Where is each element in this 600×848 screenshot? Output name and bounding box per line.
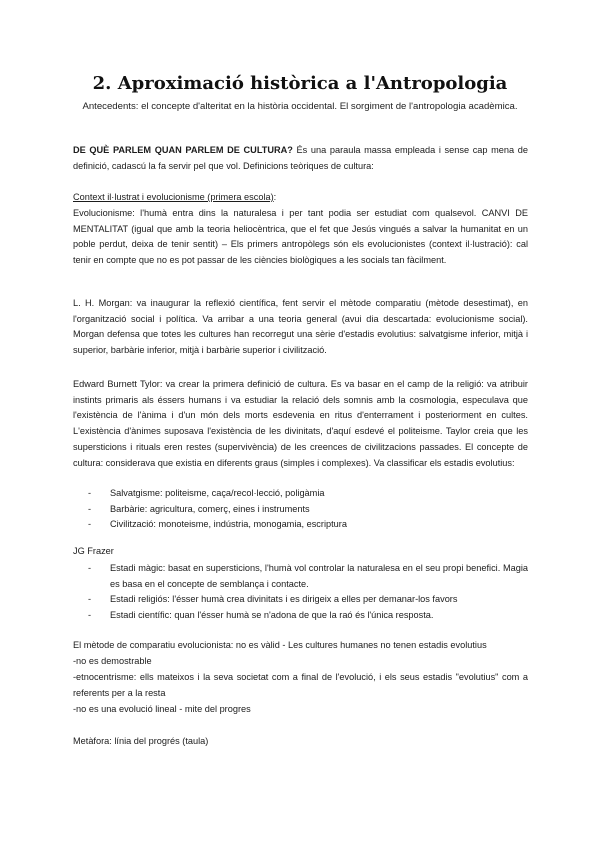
method-line: El mètode de comparatiu evolucionista: no es vàlid - Les cultures humanes no tenen estadis evolutius: [73, 640, 487, 650]
context-heading-line: [73, 190, 528, 206]
bullet-dash: -: [88, 519, 92, 530]
page-title: 2. Aproximació històrica a l'Antropologia: [92, 73, 508, 94]
bullet-dash: -: [88, 563, 92, 573]
metaphor-line: Metàfora: línia del progrés (taula): [73, 736, 209, 746]
intro-heading: DE QUÈ PARLEM QUAN PARLEM DE CULTURA?: [73, 145, 293, 155]
list-item: [88, 592, 528, 608]
tylor-paragraph: Edward Burnett Tylor: va crear la primera definició de cultura. Es va basar en el camp de la religió: va atribuir instints primaris als éssers humans i va estudiar la relació dels somnis amb la cosmologia, especulava que l'existència de l'ànima i d'un món dels morts esdevenia en ritus d'enterrament i posteriorment en cultes. L'existència d'ànimes suposava l'existència de les divinitats, d'aquí esdevé el politeisme. Taylor creia que les supersticions i rituals eren restes (supervivència) de les creences de civilitzacions passades. El concepte de cultura: considerava que existia en diferents graus (simples i complexes). Va classificar els estadis evolutius:: [73, 379, 528, 468]
method-line: -etnocentrisme: ells mateixos i la seva societat com a final de l'evolució, i els seus estadis "evolutius" com a referents per a la resta: [73, 672, 528, 698]
intro-paragraph: [73, 143, 528, 174]
list-item: [88, 561, 528, 592]
bullet-dash: -: [88, 488, 92, 498]
list-item: [88, 502, 528, 518]
list-item-text: Civilització: monoteisme, indústria, monogamia, escriptura: [110, 519, 347, 530]
method-line: -no es una evolució lineal - mite del progres: [73, 704, 251, 714]
bullet-dash: -: [88, 503, 92, 514]
frazer-heading: JG Frazer: [73, 546, 114, 556]
tylor-stages-list: [88, 486, 528, 533]
bullet-dash: -: [88, 610, 92, 621]
context-heading-suffix: :: [273, 192, 277, 202]
frazer-stages-list: [88, 561, 528, 624]
morgan-paragraph: L. H. Morgan: va inaugurar la reflexió científica, fent servir el mètode comparatiu (mètode desestimat), en l'organització social i política. Va arribar a una teoria general (avui dia descartada: evolucionisme social). Morgan defensa que totes les cultures han recorregut una sèrie d'estadis evolutius: salvatgisme inferior, mitjà i superior, barbàrie inferior, mitjà i barbàrie superior i civilització.: [73, 298, 528, 356]
list-item-text: Salvatgisme: politeisme, caça/recol·lecció, poligàmia: [110, 488, 325, 498]
list-item: [88, 486, 528, 502]
list-item-text: Estadi científic: quan l'ésser humà se n'adona de que la raó és l'única resposta.: [110, 610, 434, 621]
list-item-text: Estadi màgic: basat en supersticions, l'humà vol controlar la naturalesa en el seu propi benefici. Magia es basa en el concepte de semblança i contacte.: [110, 563, 528, 589]
intro-text: És una paraula massa empleada i sense cap mena de definició, cadascú la fa servir pel que vol. Definicions teòriques de cultura:: [73, 145, 528, 171]
method-line: -no es demostrable: [73, 656, 152, 666]
page-subtitle: Antecedents: el concepte d'alteritat en la història occidental. El sorgiment de l'antropologia acadèmica.: [82, 101, 518, 112]
context-paragraph: Evolucionisme: l'humà entra dins la naturalesa i per tant podia ser estudiat com qualsevol. CANVI DE MENTALITAT (igual que amb la teoria heliocèntrica, que el fet que Jesús vingués a salvar la humanitat en un poble perdut, deixa de tenir sentit) – Els primers antropòlegs són els evolucionistes (context il·lustració): cal tenir en compte que no es pot passar de les ciències biològiques a les socials tan fàcilment.: [73, 208, 528, 266]
bullet-dash: -: [88, 594, 92, 605]
list-item: [88, 517, 528, 533]
list-item-text: Barbàrie: agricultura, comerç, eines i instruments: [110, 503, 310, 514]
list-item-text: Estadi religiós: l'ésser humà crea divinitats i es dirigeix a elles per demanar-los favors: [110, 594, 458, 605]
list-item: [88, 608, 528, 624]
context-heading: Context il·lustrat i evolucionisme (primera escola): [73, 192, 274, 202]
